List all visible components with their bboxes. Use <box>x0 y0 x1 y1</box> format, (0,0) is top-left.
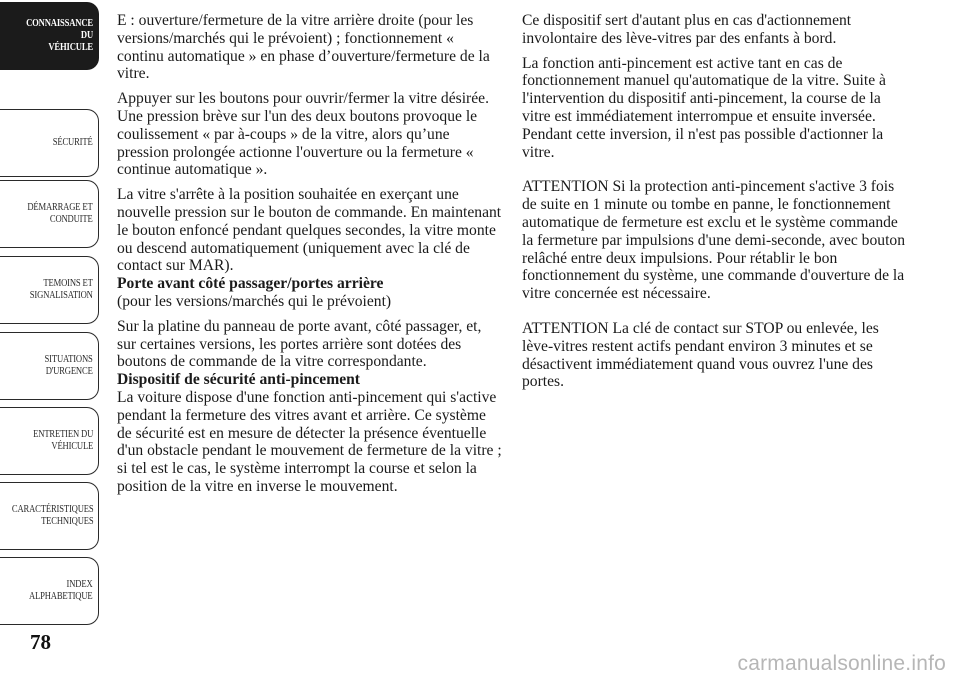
tab-temoins-et-signalisation[interactable] <box>0 256 99 324</box>
section-heading: Porte avant côté passager/portes arrière <box>117 275 384 293</box>
paragraph: Sur la platine du panneau de porte avant, côté passager, et, sur certaines versions, les portes arrière sont dotées des boutons de commande de la vitre correspondante. <box>117 317 482 371</box>
tab-label: SITUATIONS D'URGENCE <box>44 354 93 377</box>
tab-label: DÉMARRAGE ET CONDUITE <box>27 202 93 225</box>
warning-paragraph: ATTENTION La clé de contact sur STOP ou enlevée, les lève-vitres restent actifs pendant environ 3 minutes et se désactivent immédiatement quand vous ouvrez l'une des portes. <box>522 319 879 391</box>
tab-label: SÉCURITÉ <box>53 137 93 148</box>
tab-securite[interactable] <box>0 109 99 177</box>
paragraph: E : ouverture/fermeture de la vitre arrière droite (pour les versions/marchés qui le prévoient) ; fonctionnement « continu automatique » en phase d’ouverture/fermeture de la vitre. <box>117 12 490 83</box>
tab-label: CARACTÉRISTIQUES TECHNIQUES <box>11 504 93 527</box>
paragraph: Ce dispositif sert d'autant plus en cas d'actionnement involontaire des lève-vitres par des enfants à bord. <box>522 12 852 47</box>
section-heading: Dispositif de sécurité anti-pincement <box>117 371 360 389</box>
watermark: carmanualsonline.info <box>737 652 946 675</box>
tab-label: ENTRETIEN DU VÉHICULE <box>33 429 93 452</box>
right-column <box>522 12 906 398</box>
left-column <box>117 12 504 503</box>
tab-demarrage-et-conduite[interactable] <box>0 180 99 248</box>
tab-index-alphabetique[interactable] <box>0 557 99 625</box>
tab-situations-d-urgence[interactable] <box>0 332 99 400</box>
section-sidebar <box>0 0 102 640</box>
tab-label: INDEX ALPHABETIQUE <box>29 579 93 602</box>
paragraph: La fonction anti-pincement est active tant en cas de fonctionnement manuel qu'automatique de la vitre. Suite à l'intervention du dispositif anti-pincement, la course de la vitre est immédiatement interrompue et ensuite inversée. Pendant cette inversion, il n'est pas possible d'actionner la vitre. <box>522 54 886 161</box>
tab-label: CONNAISSANCE DU VÉHICULE <box>26 18 93 53</box>
paragraph: La vitre s'arrête à la position souhaitée en exerçant une nouvelle pression sur le bouton de commande. En maintenant le bouton enfoncé pendant quelques secondes, la vitre monte ou descend automatiquement (uniquement avec la clé de contact sur MAR). <box>117 186 502 275</box>
section-subheading: (pour les versions/marchés qui le prévoient) <box>117 292 392 310</box>
warning-paragraph: ATTENTION Si la protection anti-pincement s'active 3 fois de suite en 1 minute ou tombe en panne, le fonctionnement automatique de fermeture est exclu et le système commande la fermeture par impulsions d'une demi-seconde, avec bouton relâché entre deux impulsions. Pour rétablir le bon fonctionnement du système, une commande d'ouverture de la vitre concernée est nécessaire. <box>522 178 905 303</box>
paragraph: La voiture dispose d'une fonction anti-pincement qui s'active pendant la fermeture des vitres avant et arrière. Ce système de sécurité est en mesure de détecter la présence éventuelle d'un obstacle pendant le mouvement de fermeture de la vitre ; si tel est le cas, le système interrompt la course et selon la position de la vitre en inverse le mouvement. <box>117 388 502 495</box>
page-number: 78 <box>30 630 51 654</box>
tab-label: TEMOINS ET SIGNALISATION <box>30 278 93 301</box>
tab-connaissance-du-vehicule[interactable] <box>0 2 99 70</box>
paragraph: Appuyer sur les boutons pour ouvrir/fermer la vitre désirée. Une pression brève sur l'un des deux boutons provoque le coulissement « par à-coups » de la vitre, alors qu’une pression prolongée actionne l'ouverture ou la fermeture « continue automatique ». <box>117 90 489 179</box>
tab-entretien-du-vehicule[interactable] <box>0 407 99 475</box>
tab-caracteristiques-techniques[interactable] <box>0 482 99 550</box>
